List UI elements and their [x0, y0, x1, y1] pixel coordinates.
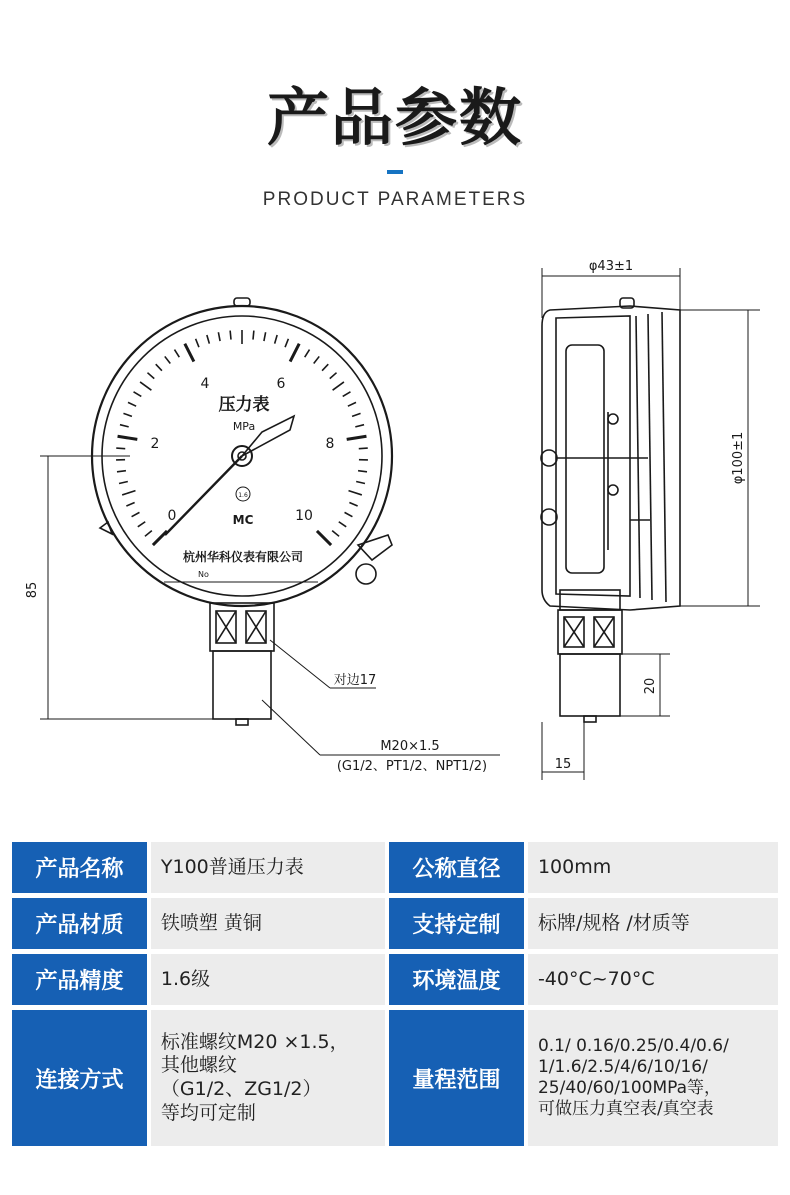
- spec-value: -40°C~70°C: [528, 954, 778, 1005]
- spec-label: 量程范围: [389, 1010, 524, 1146]
- scale-number-0: 0: [167, 508, 177, 524]
- gauge-tick: [339, 522, 346, 527]
- spec-value: 1.6级: [151, 954, 385, 1005]
- gauge-tick: [264, 332, 266, 341]
- technical-drawing: [0, 250, 790, 810]
- spec-label: 产品名称: [12, 842, 147, 893]
- spec-label: 环境温度: [389, 954, 524, 1005]
- gauge-tick: [140, 382, 151, 390]
- gauge-tick: [333, 382, 344, 390]
- dim-85: 85: [25, 581, 40, 599]
- dim-depth: φ43±1: [588, 259, 634, 274]
- gauge-tick: [120, 425, 129, 427]
- spec-label: 支持定制: [389, 898, 524, 949]
- gauge-tick: [196, 339, 199, 347]
- gauge-tick: [165, 356, 171, 363]
- gauge-tick: [349, 502, 357, 506]
- gauge-tick: [347, 436, 367, 439]
- gauge-tick: [119, 482, 128, 484]
- gauge-tick: [128, 402, 136, 406]
- gauge-tick: [116, 448, 125, 449]
- spec-value: 100mm: [528, 842, 778, 893]
- gauge-tick: [138, 522, 145, 527]
- gauge-tick: [314, 356, 320, 363]
- spec-row: [12, 898, 778, 949]
- gauge-tick: [352, 413, 360, 416]
- gauge-tick: [174, 350, 179, 358]
- gauge-tick: [118, 436, 138, 439]
- gauge-tick: [218, 332, 220, 341]
- gauge-tick: [290, 344, 299, 362]
- gauge-tick: [132, 512, 140, 516]
- scale-number-6: 6: [276, 376, 286, 392]
- gauge-tick: [355, 425, 364, 427]
- spec-value: 标牌/规格 /材质等: [528, 898, 778, 949]
- gauge-tick: [253, 331, 254, 340]
- gauge-tick: [345, 512, 353, 516]
- serial-prefix: No: [198, 570, 209, 579]
- gauge-tick: [134, 392, 142, 397]
- gauge-tick: [330, 373, 337, 379]
- gauge-tick: [122, 491, 135, 495]
- accuracy-mark: 1.6: [238, 492, 248, 499]
- spec-value: 铁喷塑 黄铜: [151, 898, 385, 949]
- spec-label: 公称直径: [389, 842, 524, 893]
- gauge-tick: [185, 344, 194, 362]
- spec-label: 产品精度: [12, 954, 147, 1005]
- page-title: 产品参数: [266, 81, 523, 154]
- dim-diameter: φ100±1: [731, 431, 746, 485]
- gauge-tick: [349, 491, 362, 495]
- gauge-tick: [322, 364, 328, 371]
- gauge-tick: [207, 335, 210, 344]
- page-subtitle: PRODUCT PARAMETERS: [262, 189, 528, 210]
- dim-offset: 15: [554, 757, 572, 772]
- gauge-tick: [358, 471, 367, 472]
- scale-number-8: 8: [325, 436, 335, 452]
- spec-label: 产品材质: [12, 898, 147, 949]
- gauge-label: 压力表: [218, 395, 270, 415]
- gauge-tick: [359, 448, 368, 449]
- gauge-tick: [275, 335, 278, 344]
- dim-hex: 对边17: [333, 673, 377, 688]
- gauge-tick: [117, 471, 126, 472]
- dim-stem: 20: [643, 677, 658, 695]
- scale-number-10: 10: [295, 508, 313, 524]
- dim-thread-alt: (G1/2、PT1/2、NPT1/2): [336, 759, 488, 774]
- gauge-tick: [123, 413, 131, 416]
- gauge-tick: [317, 531, 331, 545]
- spec-row: [12, 1010, 778, 1146]
- gauge-tick: [343, 392, 351, 397]
- gauge-tick: [356, 482, 365, 484]
- gauge-tick: [348, 402, 356, 406]
- scale-number-2: 2: [150, 436, 160, 452]
- gauge-tick: [332, 531, 339, 537]
- gauge-tick: [147, 373, 154, 379]
- spec-value: Y100普通压力表: [151, 842, 385, 893]
- dim-thread-main: M20×1.5: [380, 739, 440, 754]
- gauge-tick: [230, 331, 231, 340]
- gauge-tick: [145, 531, 152, 537]
- scale-number-4: 4: [200, 376, 210, 392]
- spec-row: [12, 954, 778, 1005]
- gauge-tick: [305, 350, 310, 358]
- cmc-mark: MC: [232, 513, 254, 527]
- spec-row: [12, 842, 778, 893]
- title-accent-bar: [387, 170, 403, 174]
- gauge-tick: [285, 339, 288, 347]
- manufacturer-text: 杭州华科仪表有限公司: [182, 550, 304, 564]
- spec-label: 连接方式: [12, 1010, 147, 1146]
- spec-value: 标准螺纹M20 ×1.5， 其他螺纹 （G1/2、ZG1/2） 等均可定制: [151, 1010, 385, 1146]
- gauge-unit: MPa: [232, 420, 256, 433]
- gauge-tick: [126, 502, 134, 506]
- gauge-tick: [153, 531, 167, 545]
- spec-value: 0.1/ 0.16/0.25/0.4/0.6/ 1/1.6/2.5/4/6/10/16/ 25/40/60/100MPa等， 可做压力真空表/真空表: [528, 1010, 778, 1146]
- spec-table: [12, 842, 778, 1151]
- gauge-tick: [156, 364, 162, 371]
